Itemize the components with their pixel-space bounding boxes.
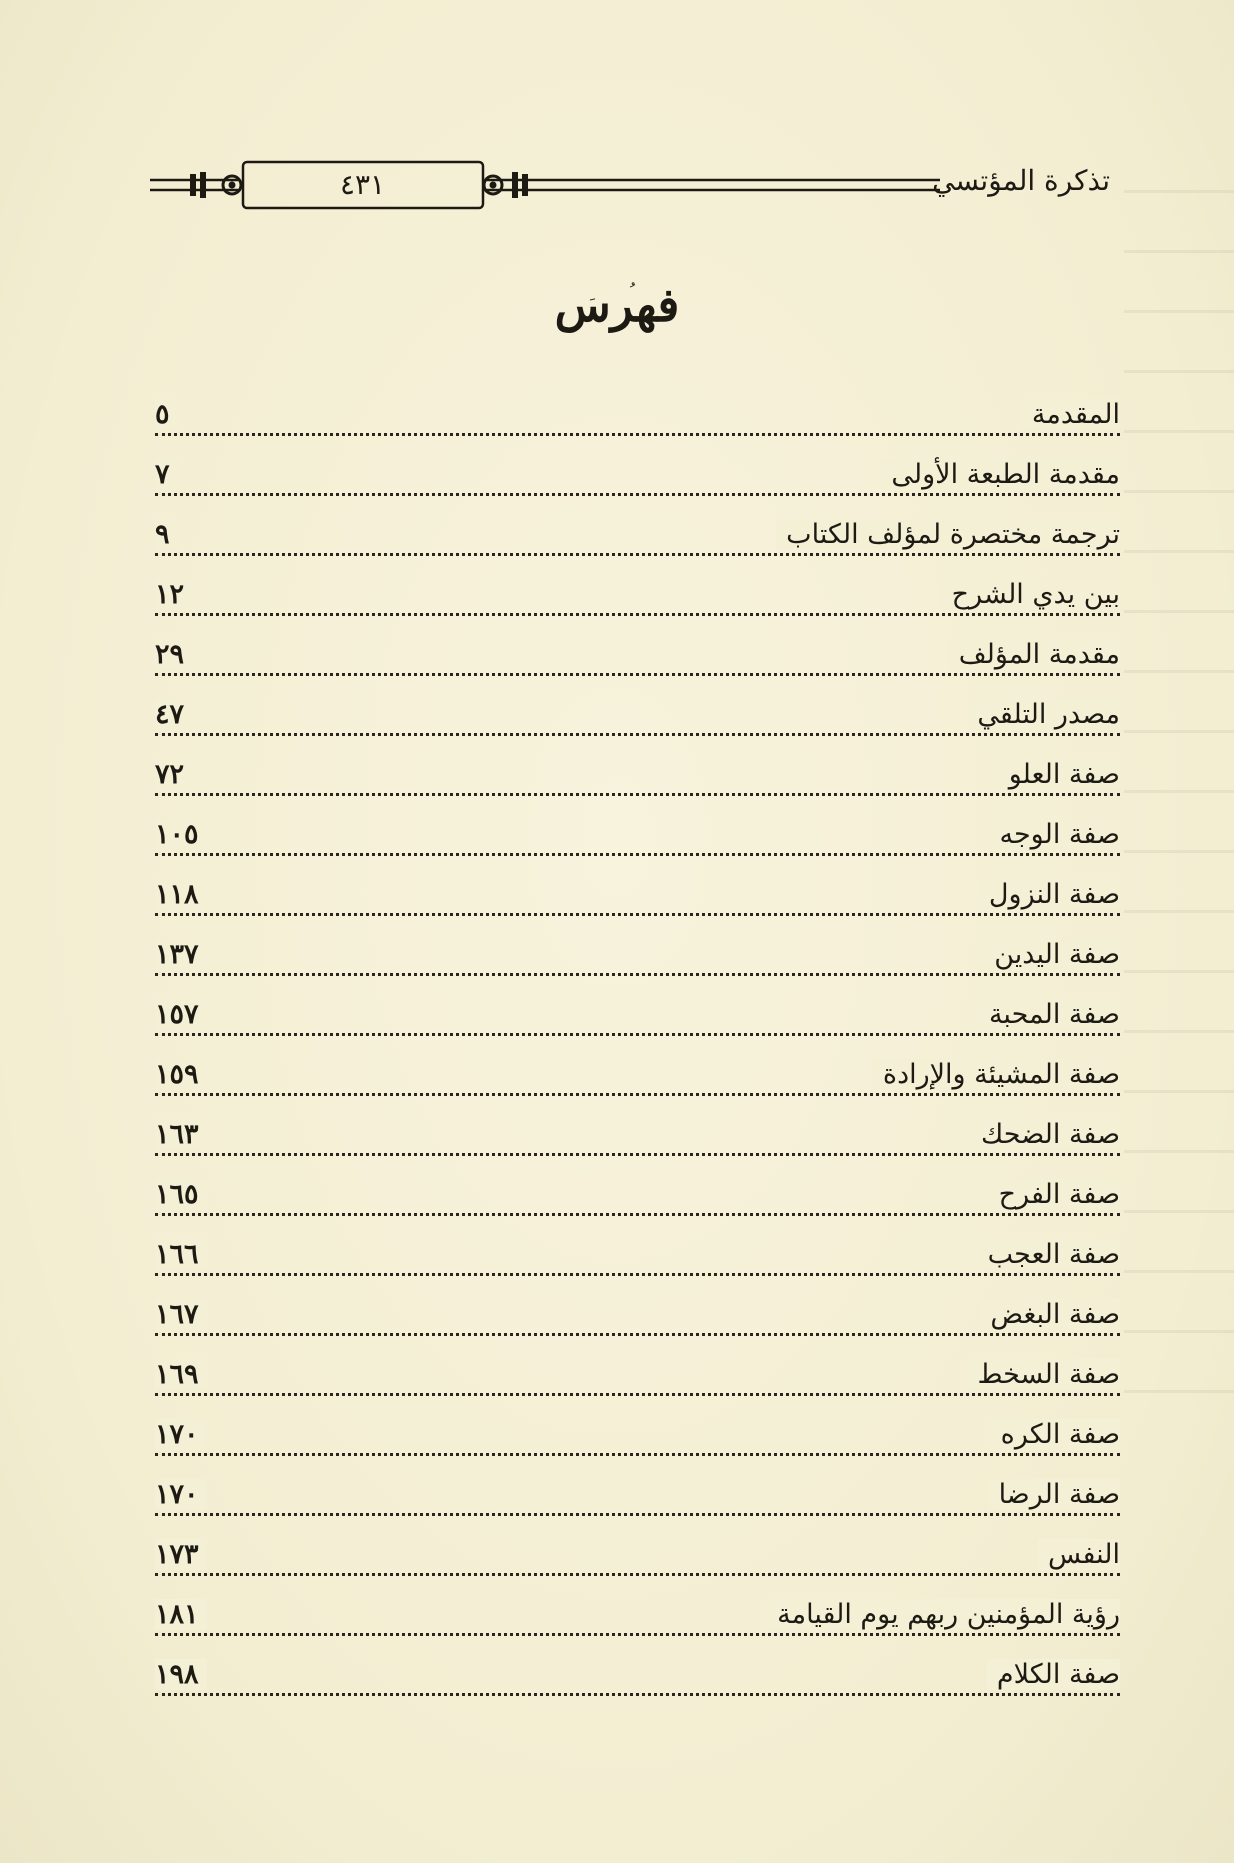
dot-leader xyxy=(155,913,1120,916)
toc-entry xyxy=(155,875,1120,935)
toc-entry xyxy=(155,695,1120,755)
toc-entry-title: صفة العلو xyxy=(999,759,1120,790)
toc-entry-title: صفة اليدين xyxy=(984,939,1120,970)
toc-entry-page-number: ١٧٣ xyxy=(155,1539,207,1570)
toc-entry-title: مقدمة الطبعة الأولى xyxy=(881,459,1120,490)
dot-leader xyxy=(155,673,1120,676)
toc-entry xyxy=(155,995,1120,1055)
dot-leader xyxy=(155,1693,1120,1696)
toc-entry-title: صفة المحبة xyxy=(979,999,1120,1030)
toc-entry xyxy=(155,1355,1120,1415)
toc-entry-page-number: ١٩٨ xyxy=(155,1659,207,1690)
toc-entry-page-number: ٢٩ xyxy=(155,639,192,670)
toc-entry xyxy=(155,1415,1120,1475)
toc-entry-title: صفة البغض xyxy=(980,1299,1120,1330)
toc-entry-page-number: ١٦٦ xyxy=(155,1239,207,1270)
toc-entry-page-number: ١٣٧ xyxy=(155,939,207,970)
toc-entry-title: مقدمة المؤلف xyxy=(949,639,1120,670)
dot-leader xyxy=(155,493,1120,496)
dot-leader xyxy=(155,1213,1120,1216)
toc-entry xyxy=(155,1655,1120,1715)
toc-entry-title: صفة الضحك xyxy=(971,1119,1120,1150)
toc-entry xyxy=(155,515,1120,575)
toc-entry-page-number: ٥ xyxy=(155,399,178,430)
show-through-shadow xyxy=(1124,150,1234,1450)
toc-entry-title: المقدمة xyxy=(1022,399,1120,430)
toc-entry-title: رؤية المؤمنين ربهم يوم القيامة xyxy=(767,1599,1120,1630)
toc-entry-title: صفة الرضا xyxy=(989,1479,1120,1510)
toc-entry-page-number: ١٥٧ xyxy=(155,999,207,1030)
toc-entry-page-number: ١٧٠ xyxy=(155,1479,207,1510)
page-number-frame xyxy=(240,160,485,212)
toc-entry xyxy=(155,755,1120,815)
toc-entry-page-number: ١٦٥ xyxy=(155,1179,207,1210)
toc-entry-page-number: ١٠٥ xyxy=(155,819,207,850)
dot-leader xyxy=(155,1093,1120,1096)
toc-entry xyxy=(155,1295,1120,1355)
table-of-contents xyxy=(155,395,1120,1715)
toc-entry-page-number: ٩ xyxy=(155,519,178,550)
toc-entry xyxy=(155,635,1120,695)
toc-entry-page-number: ١٢ xyxy=(155,579,192,610)
toc-entry-title: صفة العجب xyxy=(978,1239,1120,1270)
dot-leader xyxy=(155,853,1120,856)
toc-entry-title: صفة الكلام xyxy=(987,1659,1120,1690)
dot-leader xyxy=(155,1033,1120,1036)
toc-entry-page-number: ١١٨ xyxy=(155,879,207,910)
toc-entry-title: بين يدي الشرح xyxy=(942,579,1120,610)
toc-entry xyxy=(155,935,1120,995)
toc-entry-title: النفس xyxy=(1038,1539,1120,1570)
toc-entry-title: صفة النزول xyxy=(979,879,1120,910)
dot-leader xyxy=(155,793,1120,796)
toc-entry-title: ترجمة مختصرة لمؤلف الكتاب xyxy=(776,519,1120,550)
toc-entry-page-number: ١٦٩ xyxy=(155,1359,207,1390)
toc-entry xyxy=(155,1595,1120,1655)
toc-entry xyxy=(155,575,1120,635)
toc-entry-page-number: ٤٧ xyxy=(155,699,192,730)
toc-entry xyxy=(155,395,1120,455)
running-header xyxy=(150,150,1110,230)
dot-leader xyxy=(155,1393,1120,1396)
toc-entry xyxy=(155,1235,1120,1295)
dot-leader xyxy=(155,1453,1120,1456)
dot-leader xyxy=(155,1633,1120,1636)
toc-entry xyxy=(155,1115,1120,1175)
dot-leader xyxy=(155,1513,1120,1516)
toc-entry xyxy=(155,1055,1120,1115)
dot-leader xyxy=(155,433,1120,436)
toc-entry-title: صفة الفرح xyxy=(989,1179,1120,1210)
toc-entry-title: مصدر التلقي xyxy=(967,699,1120,730)
toc-entry-page-number: ٧٢ xyxy=(155,759,192,790)
index-title: فهرس xyxy=(554,278,680,332)
dot-leader xyxy=(155,553,1120,556)
toc-entry xyxy=(155,815,1120,875)
toc-entry-page-number: ١٦٣ xyxy=(155,1119,207,1150)
dot-leader xyxy=(155,1273,1120,1276)
toc-entry xyxy=(155,1475,1120,1535)
dot-leader xyxy=(155,1333,1120,1336)
toc-entry-title: صفة السخط xyxy=(967,1359,1120,1390)
toc-entry xyxy=(155,1535,1120,1595)
toc-entry-page-number: ١٨١ xyxy=(155,1599,207,1630)
page-number: ٤٣١ xyxy=(339,168,386,201)
toc-entry-title: صفة الكره xyxy=(991,1419,1120,1450)
book-title: تذكرة المؤتسي xyxy=(932,164,1110,197)
toc-entry-page-number: ١٧٠ xyxy=(155,1419,207,1450)
dot-leader xyxy=(155,613,1120,616)
toc-entry xyxy=(155,455,1120,515)
dot-leader xyxy=(155,1153,1120,1156)
dot-leader xyxy=(155,1573,1120,1576)
toc-entry-title: صفة الوجه xyxy=(990,819,1121,850)
toc-entry-page-number: ١٥٩ xyxy=(155,1059,207,1090)
toc-entry xyxy=(155,1175,1120,1235)
toc-entry-page-number: ١٦٧ xyxy=(155,1299,207,1330)
dot-leader xyxy=(155,733,1120,736)
toc-entry-page-number: ٧ xyxy=(155,459,178,490)
dot-leader xyxy=(155,973,1120,976)
toc-entry-title: صفة المشيئة والإرادة xyxy=(873,1059,1120,1090)
